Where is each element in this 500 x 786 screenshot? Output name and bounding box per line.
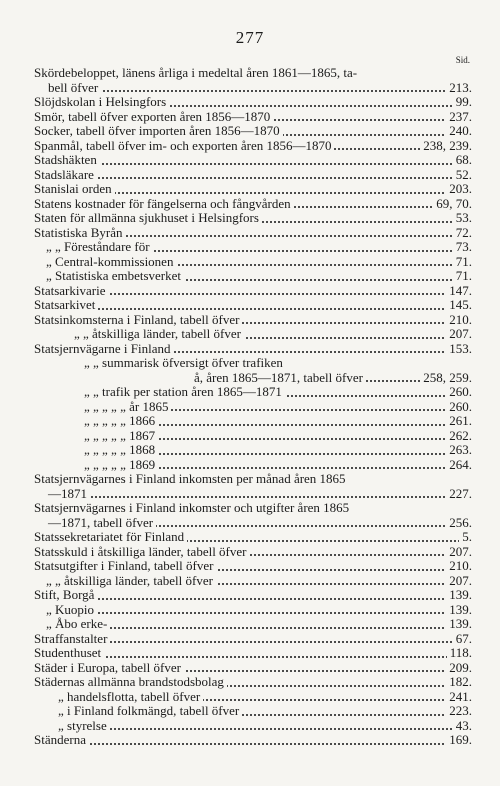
index-entry [34,124,472,139]
entry-text: „ Statistiska embetsverket [46,269,184,284]
entry-text: Statsarkivarie [34,284,108,299]
entry-page-ref: 139. [446,588,472,603]
index-entry [34,139,472,154]
entry-page-ref: 210. [446,559,472,574]
entry-page-ref: 263. [446,443,472,458]
entry-page-ref: 153. [446,342,472,357]
dot-leader [34,743,472,745]
entry-page-ref: 238, 239. [420,139,472,154]
index-entry [34,675,472,690]
index-entry [34,632,472,647]
entry-page-ref: 207. [446,327,472,342]
index-entry [34,487,472,502]
index-entry [34,81,472,96]
entry-page-ref: 203. [446,182,472,197]
entry-text: Statsjernvägarne i Finland [34,342,173,357]
index-entry [34,603,472,618]
entry-text: Statsskuld i åtskilliga länder, tabell öfver [34,545,250,560]
index-entry [34,269,472,284]
index-entry [34,472,472,487]
entry-text: „ Kuopio [46,603,97,618]
entry-text: Statsinkomsterna i Finland, tabell öfver [34,313,242,328]
index-entry [34,400,472,415]
entry-text: „ „ „ „ „ 1869 [84,458,158,473]
entry-page-ref: 260. [446,385,472,400]
index-entry [34,182,472,197]
index-entry [34,661,472,676]
index-entry [34,168,472,183]
entry-page-ref: 260. [446,400,472,415]
index-entry [34,95,472,110]
page-number: 277 [235,28,265,47]
index-entry [34,414,472,429]
entry-page-ref: 118. [447,646,472,661]
entry-text: Statsjernvägarnes i Finland inkomster och utgifter åren 1865 [34,501,352,516]
index-entry [34,385,472,400]
entry-text: Staten för allmänna sjukhuset i Helsingfors [34,211,262,226]
entry-page-ref: 210. [446,313,472,328]
index-entry [34,313,472,328]
entry-page-ref: 258, 259. [420,371,472,386]
entry-page-ref: 256. [446,516,472,531]
index-entry [34,197,472,212]
dot-leader [48,496,472,498]
entry-text: „ „ „ „ „ 1868 [84,443,158,458]
index-entry [34,617,472,632]
entry-page-ref: 139. [446,617,472,632]
entry-page-ref: 227. [446,487,472,502]
entry-text: „ „ Föreståndare för [46,240,153,255]
entry-page-ref: 71. [453,255,472,270]
entry-text: —1871, tabell öfver [48,516,156,531]
entry-text: „ „ trafik per station åren 1865—1871 [84,385,285,400]
index-entry [34,443,472,458]
dot-leader [58,728,472,730]
index-entry [34,733,472,748]
entry-text: Straffanstalter [34,632,110,647]
entry-page-ref: 53. [453,211,472,226]
entry-text: „ „ åtskilliga länder, tabell öfver [74,327,244,342]
dot-leader [48,90,472,92]
entry-page-ref: 71. [453,269,472,284]
index-entry [34,530,472,545]
entry-text: Statistiska Byrån [34,226,125,241]
index-entry [34,356,472,371]
entry-page-ref: 68. [453,153,472,168]
entry-page-ref: 209. [446,661,472,676]
entry-page-ref: 207. [446,545,472,560]
entry-page-ref: 99. [453,95,472,110]
dot-leader [46,612,472,614]
index-entry [34,545,472,560]
entry-page-ref: 52. [453,168,472,183]
entry-text: Ständerna [34,733,89,748]
index-entry [34,110,472,125]
index-entries [34,66,472,748]
entry-text: „ „ åtskilliga länder, tabell öfver [46,574,216,589]
index-entry [34,559,472,574]
index-entry [34,255,472,270]
entry-text: „ „ summarisk öfversigt öfver trafiken [84,356,286,371]
entry-text: Städernas allmänna brandstodsbolag [34,675,227,690]
entry-page-ref: 213. [446,81,472,96]
entry-page-ref: 240. [446,124,472,139]
index-entry [34,501,472,516]
dot-leader [34,598,472,600]
entry-text: Stadsläkare [34,168,97,183]
index-entry [34,327,472,342]
entry-page-ref: 73. [453,240,472,255]
entry-text: „ handelsflotta, tabell öfver [58,690,203,705]
entry-text: Statsjernvägarnes i Finland inkomsten per månad åren 1865 [34,472,349,487]
index-entry [34,66,472,81]
index-entry [34,704,472,719]
page-column-header: Sid. [455,55,470,65]
entry-text: Statssekretariatet för Finland [34,530,187,545]
index-entry [34,284,472,299]
entry-text: Studenthuset [34,646,104,661]
entry-text: Stadshäkten [34,153,100,168]
entry-text: Statsarkivet [34,298,98,313]
dot-leader [34,177,472,179]
entry-text: „ i Finland folkmängd, tabell öfver [58,704,242,719]
entry-page-ref: 223. [446,704,472,719]
entry-text: bell öfver [48,81,101,96]
entry-text: „ „ „ „ „ år 1865 [84,400,171,415]
entry-text: Skördebeloppet, länens årliga i medeltal åren 1861—1865, ta- [34,66,360,81]
entry-text: „ „ „ „ „ 1866 [84,414,158,429]
entry-text: å, åren 1865—1871, tabell öfver [194,371,366,386]
entry-page-ref: 69, 70. [433,197,472,212]
entry-text: —1871 [48,487,90,502]
entry-text: Socker, tabell öfver importen åren 1856—1870 [34,124,283,139]
entry-text: „ styrelse [58,719,110,734]
entry-page-ref: 72. [453,226,472,241]
entry-text: Spanmål, tabell öfver im- och exporten åren 1856—1870 [34,139,334,154]
entry-page-ref: 262. [446,429,472,444]
index-entry [34,240,472,255]
index-entry [34,298,472,313]
index-entry [34,574,472,589]
index-entry [34,719,472,734]
dot-leader [34,308,472,310]
entry-text: Statsutgifter i Finland, tabell öfver [34,559,216,574]
entry-text: „ „ „ „ „ 1867 [84,429,158,444]
index-entry [34,371,472,386]
entry-page-ref: 261. [446,414,472,429]
entry-text: Städer i Europa, tabell öfver [34,661,184,676]
index-entry [34,588,472,603]
entry-text: Stift, Borgå [34,588,97,603]
entry-page-ref: 147. [446,284,472,299]
entry-page-ref: 145. [446,298,472,313]
entry-page-ref: 43. [453,719,472,734]
index-entry [34,342,472,357]
entry-page-ref: 67. [453,632,472,647]
index-entry [34,226,472,241]
entry-text: „ Åbo erke- [46,617,110,632]
index-entry [34,153,472,168]
index-entry [34,429,472,444]
index-entry [34,458,472,473]
entry-page-ref: 264. [446,458,472,473]
index-entry [34,690,472,705]
entry-page-ref: 5. [459,530,472,545]
entry-page-ref: 182. [446,675,472,690]
entry-page-ref: 169. [446,733,472,748]
index-entry [34,516,472,531]
entry-text: „ Central-kommissionen [46,255,176,270]
index-entry [34,211,472,226]
entry-page-ref: 207. [446,574,472,589]
index-entry [34,646,472,661]
entry-text: Statens kostnader för fängelserna och fångvården [34,197,294,212]
entry-text: Stanislai orden [34,182,115,197]
entry-text: Slöjdskolan i Helsingfors [34,95,169,110]
entry-page-ref: 139. [446,603,472,618]
entry-page-ref: 237. [446,110,472,125]
entry-text: Smör, tabell öfver exporten åren 1856—1870 [34,110,273,125]
entry-page-ref: 241. [446,690,472,705]
